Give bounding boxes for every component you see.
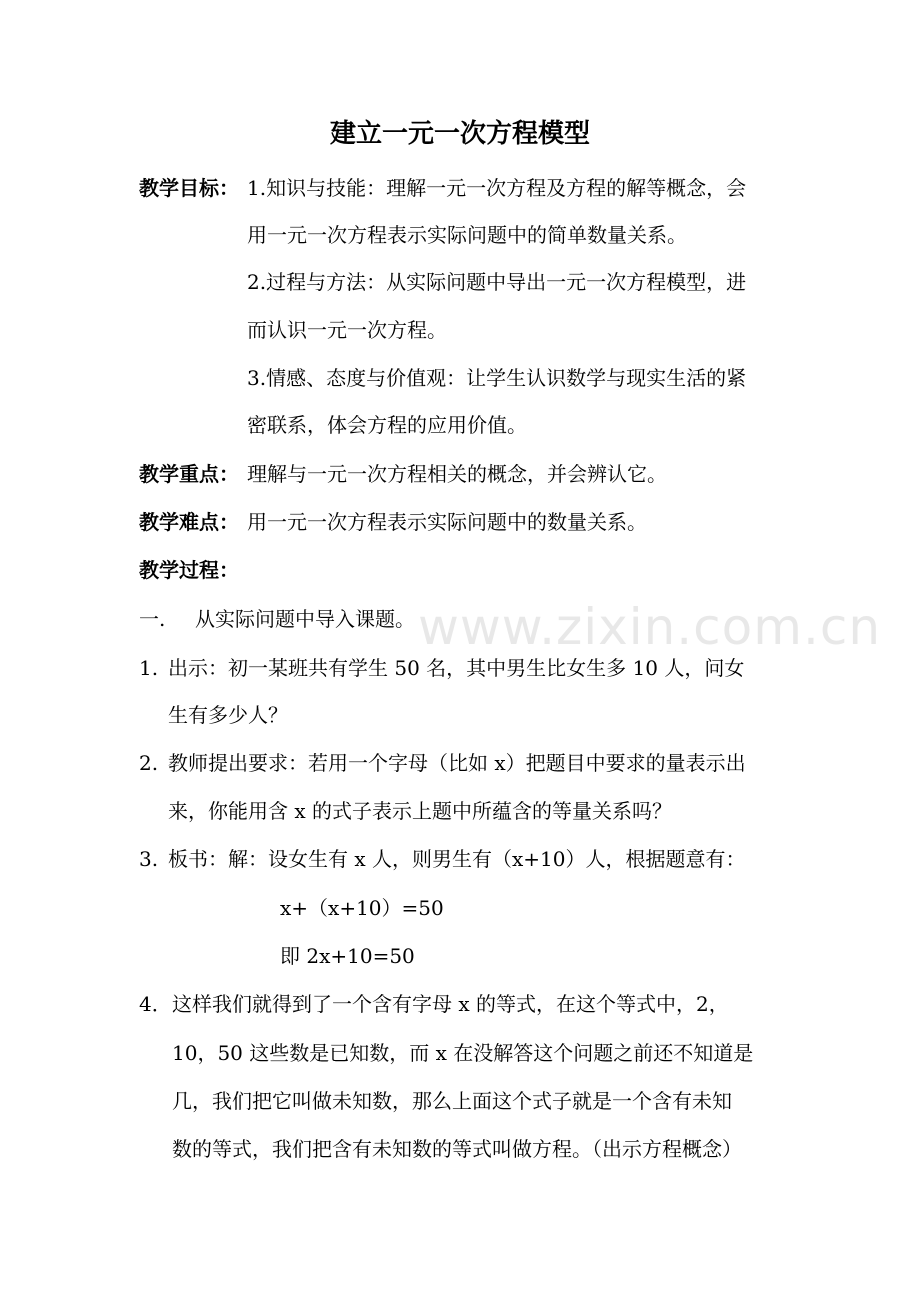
item-line: 板书：解：设女生有 x 人，则男生有（x+10）人，根据题意有： — [168, 847, 746, 871]
difficulty-text: 用一元一次方程表示实际问题中的数量关系。 — [247, 510, 647, 534]
item-line: 10，50 这些数是已知数，而 x 在没解答这个问题之前还不知道是 — [172, 1041, 754, 1065]
item-line: 生有多少人？ — [168, 703, 288, 727]
objective-line: 而认识一元一次方程。 — [247, 318, 447, 342]
watermark: www.zixin.com.cn — [418, 598, 882, 656]
item-line: 几，我们把它叫做未知数，那么上面这个式子就是一个含有未知 — [172, 1089, 732, 1113]
section-heading: 从实际问题中导入课题。 — [195, 607, 415, 631]
objective-line: 1.知识与技能：理解一元一次方程及方程的解等概念，会 — [247, 176, 747, 200]
item-line: 这样我们就得到了一个含有字母 x 的等式，在这个等式中，2， — [172, 992, 729, 1016]
equation: x+（x+10）=50 — [280, 896, 444, 920]
objective-line: 3.情感、态度与价值观：让学生认识数学与现实生活的紧 — [247, 366, 747, 390]
objective-line: 密联系，体会方程的应用价值。 — [247, 413, 527, 437]
item-number: 2. — [139, 751, 159, 775]
item-line: 教师提出要求：若用一个字母（比如 x）把题目中要求的量表示出 — [168, 751, 746, 775]
objective-line: 用一元一次方程表示实际问题中的简单数量关系。 — [247, 223, 687, 247]
item-number: 3. — [139, 847, 159, 871]
item-line: 数的等式，我们把含有未知数的等式叫做方程。（出示方程概念） — [172, 1137, 742, 1161]
item-number: 4． — [139, 992, 172, 1016]
key-point-text: 理解与一元一次方程相关的概念，并会辨认它。 — [247, 462, 667, 486]
document-title: 建立一元一次方程模型 — [329, 119, 590, 149]
process-label: 教学过程： — [139, 558, 239, 582]
item-line: 来，你能用含 x 的式子表示上题中所蕴含的等量关系吗？ — [168, 799, 672, 823]
objective-line: 2.过程与方法：从实际问题中导出一元一次方程模型，进 — [247, 270, 747, 294]
objectives-label: 教学目标： — [139, 176, 239, 200]
key-point-label: 教学重点： — [139, 462, 239, 486]
item-number: 1. — [139, 656, 159, 680]
item-line: 出示：初一某班共有学生 50 名，其中男生比女生多 10 人，问女 — [168, 656, 745, 680]
equation: 即 2x+10=50 — [280, 944, 415, 968]
section-number: 一. — [139, 607, 166, 631]
difficulty-label: 教学难点： — [139, 510, 239, 534]
